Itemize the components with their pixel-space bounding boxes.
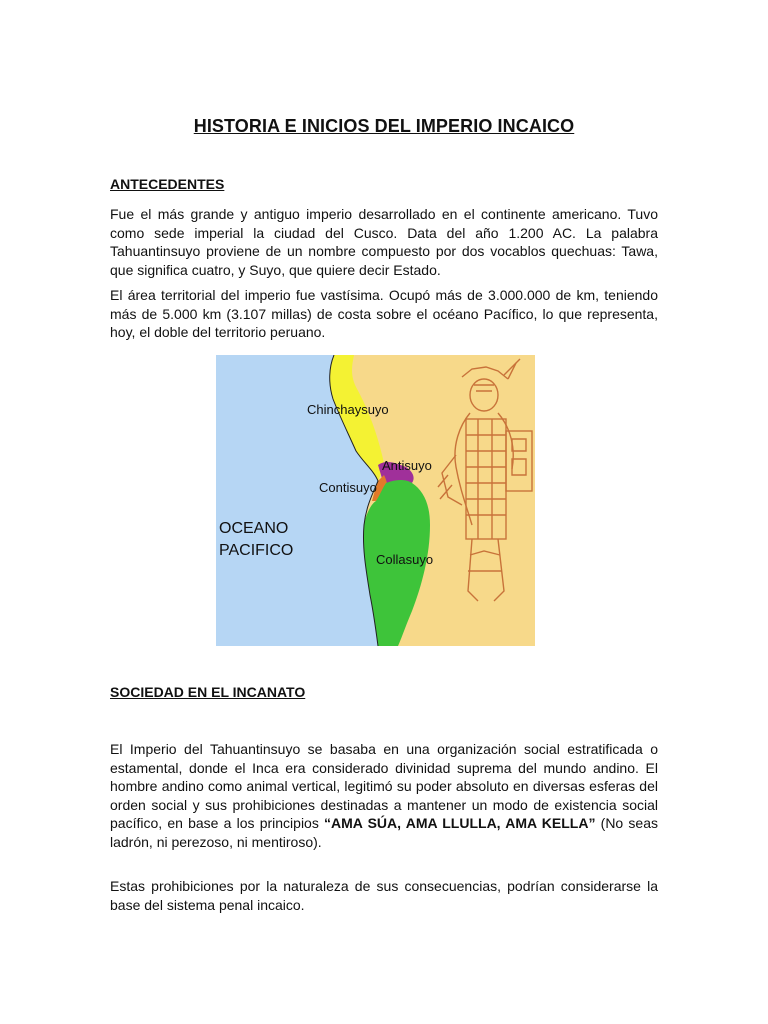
map-label-antisuyo: Antisuyo <box>382 458 432 473</box>
paragraph-antecedentes-2: El área territorial del imperio fue vastísima. Ocupó más de 3.000.000 de km, teniendo más de 5.000 km (3.107 millas) de costa sobre el océano Pacífico, lo que representa, hoy, el doble del territorio peruano. <box>110 287 658 341</box>
inca-empire-map <box>216 355 535 646</box>
map-label-contisuyo: Contisuyo <box>319 480 377 495</box>
map-image <box>216 355 535 646</box>
paragraph-sociedad-1 <box>110 740 658 852</box>
map-label-chinchaysuyo: Chinchaysuyo <box>307 402 389 417</box>
paragraph-sociedad-1-text-b: (No seas ladrón, ni perezoso, ni mentiroso). <box>110 815 658 850</box>
paragraph-sociedad-2: Estas prohibiciones por la naturaleza de sus consecuencias, podrían considerarse la base del sistema penal incaico. <box>110 878 658 913</box>
document-title: HISTORIA E INICIOS DEL IMPERIO INCAICO <box>193 116 575 136</box>
map-label-ocean-line1: OCEANO <box>219 520 289 537</box>
section-heading-sociedad: SOCIEDAD EN EL INCANATO <box>110 684 306 700</box>
section-heading-antecedentes: ANTECEDENTES <box>110 176 225 192</box>
paragraph-sociedad-1-principles: “AMA SÚA, AMA LLULLA, AMA KELLA” <box>324 815 596 832</box>
map-label-collasuyo: Collasuyo <box>376 552 434 567</box>
paragraph-sociedad-1-text-a: El Imperio del Tahuantinsuyo se basaba en una organización social estratificada o estamental, donde el Inca era considerado divinidad suprema del mundo andino. El hombre andino como animal vertical, legitimó su poder absoluto en diversas esferas del orden social y sus prohibiciones destinadas a mantener un modo de existencia social pacífico, en base a los principios <box>110 741 658 832</box>
map-label-ocean-line2: PACIFICO <box>219 542 294 559</box>
paragraph-antecedentes-1: Fue el más grande y antiguo imperio desarrollado en el continente americano. Tuvo como sede imperial la ciudad del Cusco. Data del año 1.200 AC. La palabra Tahuantinsuyo proviene de un nombre compuesto por dos vocablos quechuas: Tawa, que significa cuatro, y Suyo, que quiere decir Estado. <box>110 206 658 278</box>
